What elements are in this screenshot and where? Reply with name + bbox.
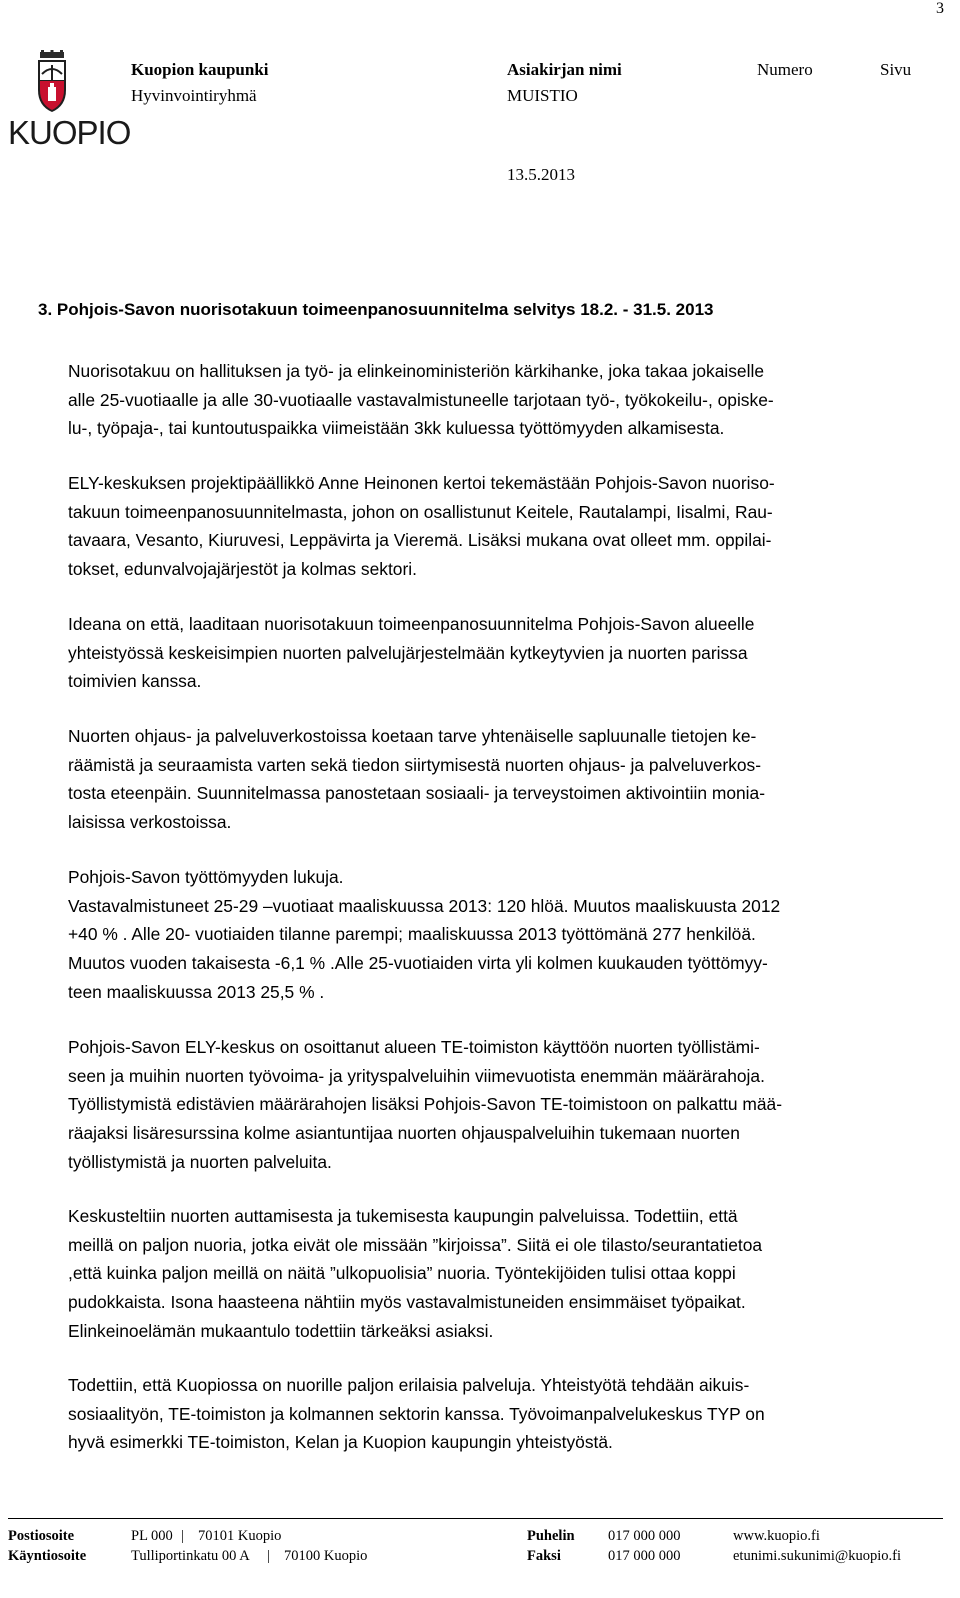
section-heading: 3. Pohjois-Savon nuorisotakuun toimeenpanosuunnitelma selvitys 18.2. - 31.5. 2013 [38,300,714,319]
department-name: Hyvinvointiryhmä [131,86,257,105]
footer-visit-street: Tulliportinkatu 00 A [131,1548,250,1564]
paragraph-line: räämistä ja seuraamista varten sekä tiedon siirtymisestä nuorten ohjaus- ja palveluverkos- [68,754,762,775]
paragraph-line: toimivien kanssa. [68,671,202,692]
paragraph-line: Työllistymistä edistävien määrärahojen lisäksi Pohjois-Savon TE-toimistoon on palkattu mää- [68,1094,782,1115]
paragraph-line: Nuorten ohjaus- ja palveluverkostoissa koetaan tarve yhtenäiselle sapluunalle tietojen ke- [68,726,757,746]
paragraph-line: teen maaliskuussa 2013 25,5 % . [68,981,325,1002]
kuopio-coat-of-arms-icon [8,50,108,114]
paragraph-line: sosiaalityön, TE-toimiston ja kolmannen sektorin kanssa. Työvoimanpalvelukeskus TYP on [68,1403,765,1424]
footer-website-link[interactable]: www.kuopio.fi [733,1528,820,1544]
paragraph-line: Nuorisotakuu on hallituksen ja työ- ja elinkeinoministeriön kärkihanke, joka takaa jokaiselle [68,361,764,381]
organization-name: Kuopion kaupunki [131,60,269,79]
paragraph-line: takuun toimeenpanosuunnitelmasta, johon on osallistunut Keitele, Rautalampi, Iisalmi, Rau- [68,501,773,522]
footer-email-link[interactable]: etunimi.sukunimi@kuopio.fi [733,1548,902,1564]
paragraph-2 [68,469,948,584]
paragraph-line: työllistymistä ja nuorten palveluita. [68,1151,332,1172]
paragraph-line: lu-, työpaja-, tai kuntoutuspaikka viimeistään 3kk kuluessa työttömyyden alkamisesta. [68,418,725,439]
paragraph-4 [68,722,948,837]
paragraph-7 [68,1202,948,1345]
document-name-label: Asiakirjan nimi [507,60,622,79]
paragraph-8 [68,1371,948,1457]
footer-fax-label: Faksi [527,1548,561,1564]
footer-divider [8,1518,943,1519]
paragraph-line: laisissa verkostoissa. [68,812,232,833]
footer-postal-separator: | [181,1528,184,1544]
paragraph-line: hyvä esimerkki TE-toimiston, Kelan ja Kuopion kaupungin yhteistyöstä. [68,1432,613,1453]
number-label: Numero [757,60,813,79]
paragraph-line: tavaara, Vesanto, Kiuruvesi, Leppävirta ja Vieremä. Lisäksi mukana ovat olleet mm. oppilai- [68,530,772,551]
footer-phone-label: Puhelin [527,1528,575,1544]
logo-wordmark: KUOPIO [8,114,131,151]
paragraph-line: räajaksi lisäresurssina kolme asiantuntijaa nuorten ohjauspalveluihin tukemaan nuorten [68,1123,740,1144]
paragraph-1 [68,357,948,443]
footer-postal-city: 70101 Kuopio [198,1528,282,1544]
footer-visit-city: 70100 Kuopio [284,1548,368,1564]
footer-postal-label: Postiosoite [8,1528,75,1544]
paragraph-line: meillä on paljon nuoria, jotka eivät ole missään ”kirjoissa”. Siitä ei ole tilasto/seurantatietoa [68,1234,763,1255]
paragraph-line: Ideana on että, laaditaan nuorisotakuun toimeenpanosuunnitelma Pohjois-Savon alueelle [68,614,755,634]
paragraph-line: Vastavalmistuneet 25-29 –vuotiaat maaliskuussa 2013: 120 hlöä. Muutos maaliskuusta 2012 [68,895,781,916]
paragraph-line: ELY-keskuksen projektipäällikkö Anne Heinonen kertoi tekemästään Pohjois-Savon nuoriso- [68,473,775,493]
paragraph-line: ,että kuinka paljon meillä on näitä ”ulkopuolisia” nuoria. Työntekijöiden tulisi ottaa koppi [68,1263,736,1284]
kuopio-logo [8,50,131,154]
paragraph-line: Muutos vuoden takaisesta -6,1 % .Alle 25-vuotiaiden virta yli kolmen kuukauden työttömyy- [68,953,768,974]
paragraph-line: pudokkaista. Isona haasteena nähtiin myös vastavalmistuneiden ensimmäiset työpaikat. [68,1292,746,1313]
footer-postal-box: PL 000 [131,1528,173,1544]
paragraph-line: +40 % . Alle 20- vuotiaiden tilanne parempi; maaliskuussa 2013 työttömänä 277 henkilöä. [68,924,756,945]
footer-phone-value: 017 000 000 [608,1528,681,1544]
footer-visit-label: Käyntiosoite [8,1548,87,1564]
paragraph-line: Pohjois-Savon ELY-keskus on osoittanut alueen TE-toimiston käyttöön nuorten työllistämi- [68,1037,760,1057]
paragraph-line: Elinkeinoelämän mukaantulo todettiin tärkeäksi asiaksi. [68,1320,494,1341]
paragraph-line: tokset, edunvalvojajärjestöt ja kolmas sektori. [68,559,417,580]
page-number: 3 [936,0,944,17]
paragraph-line: yhteistyössä keskeisimpien nuorten palvelujärjestelmään kytkeytyvien ja nuorten parissa [68,642,748,663]
document-date: 13.5.2013 [507,165,575,184]
paragraph-line: Pohjois-Savon työttömyyden lukuja. [68,867,344,887]
paragraph-line: Keskusteltiin nuorten auttamisesta ja tukemisesta kaupungin palveluissa. Todettiin, että [68,1206,738,1226]
paragraph-3 [68,610,948,696]
paragraph-6 [68,1033,948,1176]
paragraph-line: alle 25-vuotiaalle ja alle 30-vuotiaalle vastavalmistuneelle tarjotaan työ-, työkokeilu-, opiske- [68,389,774,410]
footer-visit-separator: | [267,1548,270,1564]
paragraph-5 [68,863,948,1006]
footer-fax-value: 017 000 000 [608,1548,681,1564]
paragraph-line: Todettiin, että Kuopiossa on nuorille paljon erilaisia palveluja. Yhteistyötä tehdään aikuis- [68,1375,750,1395]
paragraph-line: seen ja muihin nuorten työvoima- ja yrityspalveluihin viimevuotista enemmän määrärahoja. [68,1065,765,1086]
page-label: Sivu [880,60,912,79]
document-name-value: MUISTIO [507,86,578,105]
paragraph-line: tosta eteenpäin. Suunnitelmassa panostetaan sosiaali- ja terveystoimen aktivointiin monia- [68,783,765,804]
